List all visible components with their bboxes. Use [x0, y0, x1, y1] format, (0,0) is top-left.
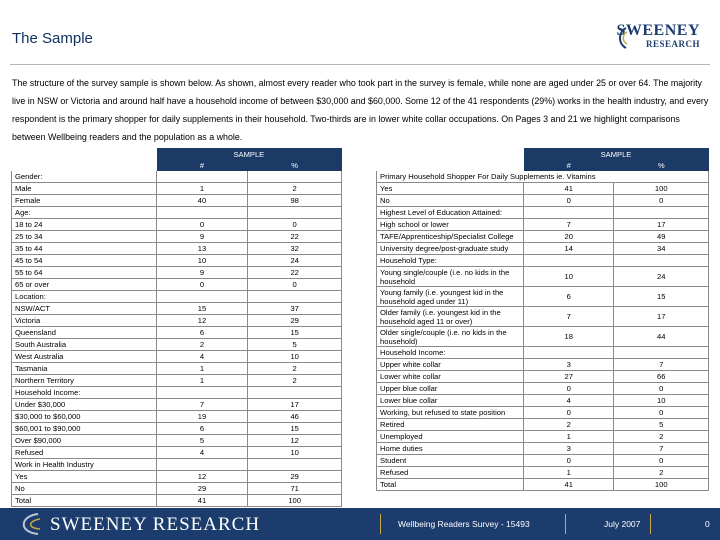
row-label: 65 or over [12, 279, 157, 291]
table-row [12, 291, 342, 303]
row-label: Lower blue collar [377, 395, 524, 407]
table-row [12, 231, 342, 243]
row-count: 10 [156, 255, 248, 267]
row-percent: 2 [614, 467, 709, 479]
header-blank-cell [377, 149, 524, 160]
row-label: Upper blue collar [377, 383, 524, 395]
row-percent: 22 [248, 231, 342, 243]
row-label: NSW/ACT [12, 303, 157, 315]
column-header-count: # [156, 160, 248, 171]
row-count: 19 [156, 411, 248, 423]
left-sample-table [11, 148, 342, 507]
row-label: Working, but refused to state position [377, 407, 524, 419]
logo-sub: RESEARCH [645, 39, 700, 49]
row-count: 7 [156, 399, 248, 411]
row-label: Primary Household Shopper For Daily Supplements ie. Vitamins [377, 171, 709, 183]
row-count: 10 [523, 267, 614, 287]
table-row [377, 443, 709, 455]
table-row [377, 255, 709, 267]
row-label: $60,001 to $90,000 [12, 423, 157, 435]
row-percent [248, 171, 342, 183]
row-label: 55 to 64 [12, 267, 157, 279]
table-row [12, 423, 342, 435]
row-label: Gender: [12, 171, 157, 183]
row-label: TAFE/Apprenticeship/Specialist College [377, 231, 524, 243]
row-percent: 24 [248, 255, 342, 267]
row-count: 20 [523, 231, 614, 243]
row-count: 3 [523, 443, 614, 455]
row-count [523, 207, 614, 219]
table-row [12, 279, 342, 291]
row-percent: 29 [248, 315, 342, 327]
table-row [377, 231, 709, 243]
table-row [377, 243, 709, 255]
footer-brand: SWEENEY RESEARCH [50, 514, 261, 535]
row-percent: 5 [614, 419, 709, 431]
row-count: 5 [156, 435, 248, 447]
row-label: $30,000 to $60,000 [12, 411, 157, 423]
table-row [377, 431, 709, 443]
row-percent: 37 [248, 303, 342, 315]
row-percent: 100 [614, 479, 709, 491]
row-count: 4 [156, 351, 248, 363]
row-count: 0 [523, 195, 614, 207]
row-percent: 66 [614, 371, 709, 383]
row-percent: 2 [248, 375, 342, 387]
row-label: 35 to 44 [12, 243, 157, 255]
row-percent: 0 [614, 195, 709, 207]
table-row [377, 171, 709, 183]
table-row [377, 467, 709, 479]
row-count: 6 [156, 423, 248, 435]
row-label: Young single/couple (i.e. no kids in the household [377, 267, 524, 287]
table-row [12, 495, 342, 507]
row-percent: 7 [614, 443, 709, 455]
table-header-row [377, 149, 709, 160]
company-logo [618, 22, 700, 52]
row-count [156, 387, 248, 399]
row-percent: 10 [248, 351, 342, 363]
row-percent: 2 [248, 363, 342, 375]
row-percent: 2 [614, 431, 709, 443]
row-percent: 15 [248, 423, 342, 435]
sample-header: SAMPLE [156, 149, 341, 160]
row-label: No [377, 195, 524, 207]
column-header-count: # [523, 160, 614, 171]
row-count: 9 [156, 267, 248, 279]
footer-divider [380, 514, 381, 534]
table-row [12, 351, 342, 363]
row-count: 2 [523, 419, 614, 431]
table-row [12, 207, 342, 219]
table-column-header-row [377, 160, 709, 171]
row-count [156, 171, 248, 183]
table-row [377, 207, 709, 219]
row-percent: 2 [248, 183, 342, 195]
row-percent: 0 [614, 455, 709, 467]
row-label: Retired [377, 419, 524, 431]
row-count: 2 [156, 339, 248, 351]
row-label: High school or lower [377, 219, 524, 231]
column-header-percent: % [614, 160, 709, 171]
row-label: No [12, 483, 157, 495]
row-count: 12 [156, 315, 248, 327]
row-label: Yes [12, 471, 157, 483]
row-label: 25 to 34 [12, 231, 157, 243]
row-percent [248, 459, 342, 471]
row-percent: 100 [614, 183, 709, 195]
page-title: The Sample [12, 30, 93, 47]
row-percent [614, 347, 709, 359]
row-percent: 7 [614, 359, 709, 371]
row-count: 4 [156, 447, 248, 459]
row-count: 12 [156, 471, 248, 483]
row-count [523, 347, 614, 359]
row-count: 4 [523, 395, 614, 407]
row-percent: 17 [248, 399, 342, 411]
table-row [377, 307, 709, 327]
table-row [377, 383, 709, 395]
row-label: Unemployed [377, 431, 524, 443]
row-count [523, 255, 614, 267]
row-percent [248, 291, 342, 303]
table-row [377, 327, 709, 347]
table-row [12, 303, 342, 315]
row-label: Upper white collar [377, 359, 524, 371]
row-count: 1 [523, 467, 614, 479]
footer-divider [565, 514, 566, 534]
table-row [377, 371, 709, 383]
row-label: Refused [12, 447, 157, 459]
row-label: Older single/couple (i.e. no kids in the household) [377, 327, 524, 347]
table-row [12, 267, 342, 279]
row-percent: 32 [248, 243, 342, 255]
table-row [377, 287, 709, 307]
table-row [377, 419, 709, 431]
row-percent: 12 [248, 435, 342, 447]
table-header-row [12, 149, 342, 160]
table-row [12, 195, 342, 207]
row-percent: 29 [248, 471, 342, 483]
row-label: Over $90,000 [12, 435, 157, 447]
row-label: Northern Territory [12, 375, 157, 387]
sample-header: SAMPLE [523, 149, 708, 160]
table-row [12, 375, 342, 387]
intro-paragraph: The structure of the survey sample is shown below. As shown, almost every reader who took part in the survey is female, while none are aged under 25 or over 64. The majority live in NSW or Victoria and around half have a household income of between $30,000 and $60,000. Some 12 of the 41 respondents (29%) works in the health industry, and every respondent is the primary shopper for daily supplements in their household. Two-thirds are in lower white collar occupations. On Pages 3 and 21 we highlight comparisons between Wellbeing readers and the population as a whole. [12, 78, 709, 142]
table-row [377, 267, 709, 287]
footer-page-number: 0 [705, 519, 710, 529]
row-label: Household Type: [377, 255, 524, 267]
row-count: 15 [156, 303, 248, 315]
table-row [12, 183, 342, 195]
row-label: Student [377, 455, 524, 467]
row-count: 1 [156, 183, 248, 195]
row-count: 29 [156, 483, 248, 495]
row-percent: 98 [248, 195, 342, 207]
table-row [377, 359, 709, 371]
footer-date: July 2007 [604, 519, 641, 529]
row-percent: 0 [614, 407, 709, 419]
row-count: 41 [523, 183, 614, 195]
row-label: Queensland [12, 327, 157, 339]
row-label: 18 to 24 [12, 219, 157, 231]
row-count: 0 [156, 279, 248, 291]
footer-survey-name: Wellbeing Readers Survey - 15493 [398, 519, 530, 529]
row-label: Yes [377, 183, 524, 195]
row-count: 3 [523, 359, 614, 371]
row-count: 0 [523, 455, 614, 467]
table-row [377, 219, 709, 231]
table-row [12, 339, 342, 351]
swoosh-icon [14, 512, 42, 536]
row-percent: 44 [614, 327, 709, 347]
row-label: Location: [12, 291, 157, 303]
table-row [12, 459, 342, 471]
row-count: 1 [523, 431, 614, 443]
row-count: 27 [523, 371, 614, 383]
row-percent: 71 [248, 483, 342, 495]
row-percent [248, 207, 342, 219]
row-label: Male [12, 183, 157, 195]
row-percent: 0 [248, 219, 342, 231]
row-count: 9 [156, 231, 248, 243]
row-label: Total [12, 495, 157, 507]
row-percent [614, 207, 709, 219]
row-count: 1 [156, 375, 248, 387]
table-row [12, 171, 342, 183]
table-row [12, 447, 342, 459]
row-percent [614, 255, 709, 267]
row-label: Highest Level of Education Attained: [377, 207, 524, 219]
table-row [377, 347, 709, 359]
table-row [12, 411, 342, 423]
table-row [12, 399, 342, 411]
column-header-percent: % [248, 160, 342, 171]
row-percent: 22 [248, 267, 342, 279]
row-count: 7 [523, 307, 614, 327]
row-label: University degree/post-graduate study [377, 243, 524, 255]
row-label: Female [12, 195, 157, 207]
row-percent: 10 [248, 447, 342, 459]
row-percent: 15 [614, 287, 709, 307]
row-label: Lower white collar [377, 371, 524, 383]
table-row [12, 315, 342, 327]
row-count: 1 [156, 363, 248, 375]
logo-word: SWEENEY [616, 22, 700, 39]
table-row [377, 395, 709, 407]
table-row [12, 471, 342, 483]
header-blank-cell [12, 149, 157, 160]
row-count: 6 [523, 287, 614, 307]
row-label: Older family (i.e. youngest kid in the household aged 11 or over) [377, 307, 524, 327]
table-row [12, 435, 342, 447]
row-label: Home duties [377, 443, 524, 455]
footer-divider [650, 514, 651, 534]
row-percent: 24 [614, 267, 709, 287]
table-row [377, 479, 709, 491]
header-blank-cell [377, 160, 524, 171]
row-label: Household Income: [377, 347, 524, 359]
row-count: 41 [156, 495, 248, 507]
row-percent: 17 [614, 219, 709, 231]
row-label: Victoria [12, 315, 157, 327]
header-blank-cell [12, 160, 157, 171]
table-column-header-row [12, 160, 342, 171]
row-label: Household Income: [12, 387, 157, 399]
table-row [377, 407, 709, 419]
row-percent: 10 [614, 395, 709, 407]
row-count: 13 [156, 243, 248, 255]
row-count: 40 [156, 195, 248, 207]
row-percent: 5 [248, 339, 342, 351]
row-count: 41 [523, 479, 614, 491]
row-percent: 17 [614, 307, 709, 327]
table-row [12, 483, 342, 495]
row-percent: 46 [248, 411, 342, 423]
title-divider [10, 64, 710, 65]
row-count: 0 [156, 219, 248, 231]
row-count [156, 207, 248, 219]
row-count: 0 [523, 407, 614, 419]
row-label: Total [377, 479, 524, 491]
table-row [12, 255, 342, 267]
row-count [156, 459, 248, 471]
row-label: Under $30,000 [12, 399, 157, 411]
row-label: Young family (i.e. youngest kid in the household aged under 11) [377, 287, 524, 307]
row-percent: 34 [614, 243, 709, 255]
row-count: 0 [523, 383, 614, 395]
table-row [12, 387, 342, 399]
table-row [12, 243, 342, 255]
row-percent [248, 387, 342, 399]
row-percent: 15 [248, 327, 342, 339]
row-percent: 0 [614, 383, 709, 395]
footer-bar [0, 508, 720, 540]
row-count: 14 [523, 243, 614, 255]
table-row [12, 219, 342, 231]
row-count: 6 [156, 327, 248, 339]
row-label: Tasmania [12, 363, 157, 375]
row-count: 7 [523, 219, 614, 231]
row-label: West Australia [12, 351, 157, 363]
right-sample-table [376, 148, 709, 491]
row-label: South Australia [12, 339, 157, 351]
table-row [12, 327, 342, 339]
row-percent: 49 [614, 231, 709, 243]
row-percent: 100 [248, 495, 342, 507]
table-row [377, 195, 709, 207]
row-count [156, 291, 248, 303]
table-row [377, 183, 709, 195]
row-label: Work in Health Industry [12, 459, 157, 471]
row-label: 45 to 54 [12, 255, 157, 267]
row-percent: 0 [248, 279, 342, 291]
row-label: Refused [377, 467, 524, 479]
table-row [377, 455, 709, 467]
row-label: Age: [12, 207, 157, 219]
table-row [12, 363, 342, 375]
row-count: 18 [523, 327, 614, 347]
